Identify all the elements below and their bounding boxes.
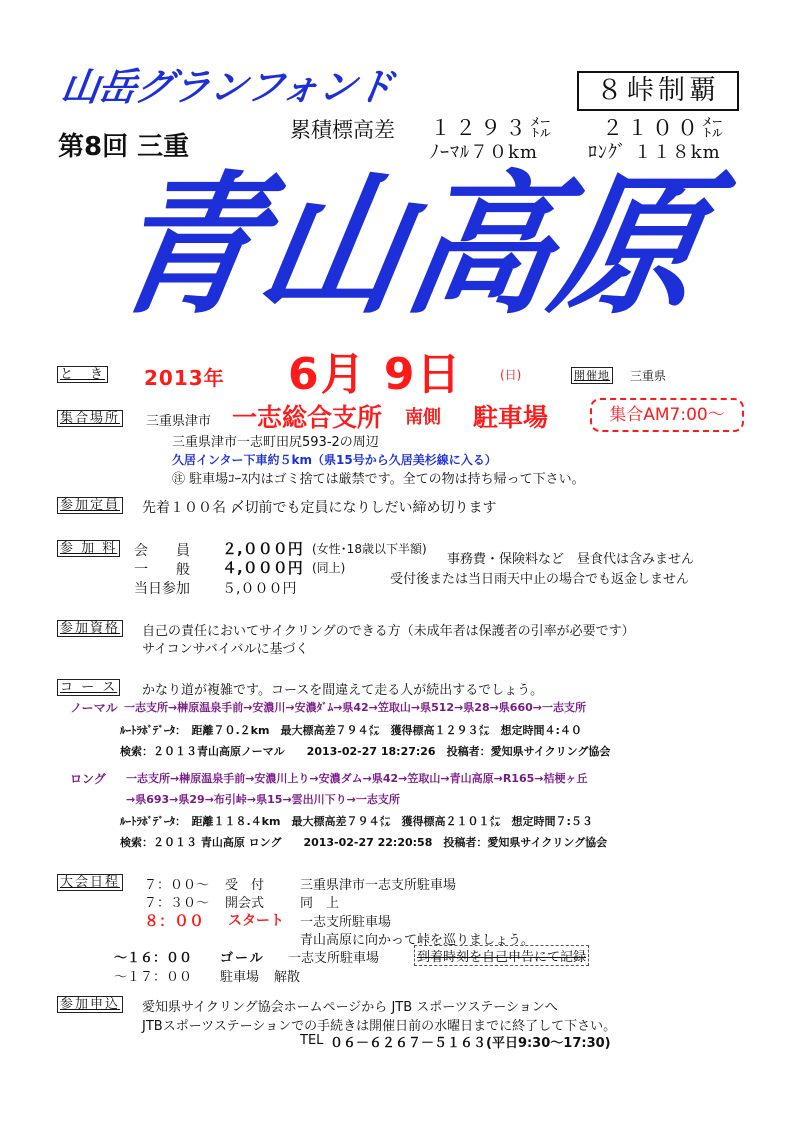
fee-general-amount: ４,０００円 (222, 559, 303, 577)
edition-label: 第8回 三重 (58, 132, 190, 162)
course-label: コ ー ス (57, 679, 120, 696)
elevation-normal: １２９３㍍ (430, 116, 555, 140)
schedule-place: 解散 (274, 970, 301, 985)
fee-general-name: 一 般 (134, 562, 190, 578)
course-normal-stats: ﾙｰﾄﾗﾎﾞﾃﾞｰﾀ： 距離７０.２km 最大標高差７９４㍍ 獲得標高１２９３㍍ 想定時間４:４０ (120, 724, 582, 737)
schedule-label: 大会日程 (57, 874, 123, 891)
schedule-event: ゴール (220, 951, 265, 966)
schedule-time: ７：００～ (144, 878, 210, 893)
schedule-time: ～１７：００ (114, 970, 193, 985)
fee-note-2: 受付後または当日雨天中止の場合でも返金しません (390, 572, 690, 587)
eligibility-label: 参加資格 (57, 620, 123, 637)
event-year: 2013年 (144, 366, 225, 390)
course-long-route-2: →県693→県29→布引峠→県15→雲出川下り→一志支所 (126, 793, 400, 806)
course-normal-search: 検索：２０１３青山高原ノーマル 2013-02-27 18:27:26 投稿者：愛知県サイクリング協会 (120, 745, 611, 758)
distance-long: ﾛﾝｸﾞ １１８km (588, 142, 721, 163)
record-note: 到着時刻を自己申告にて記録 (414, 945, 589, 966)
schedule-place: 同 上 (300, 896, 340, 911)
schedule-time: ～１６：００ (114, 951, 193, 966)
capacity-text: 先着１００名 〆切前でも定員になりしだい締め切ります (142, 500, 497, 516)
schedule-start-time: ８：００ (144, 912, 205, 930)
schedule-place: 一志支所駐車場 (288, 951, 380, 966)
schedule-time: ７：３０～ (144, 896, 210, 911)
elevation-long: ２１００㍍ (602, 116, 727, 140)
venue-address: 三重県津市一志町田尻593-2の周辺 (172, 435, 379, 450)
tel-number[interactable]: ０６－６２６７－５１６３(平日9:30～17:30) (330, 1036, 611, 1051)
venue-city: 三重県津市 (146, 414, 212, 429)
fee-member-note: (女性･18歳以下半額) (312, 542, 427, 556)
course-intro: かなり道が複雑です。コースを間違えて走る人が続出するでしょう。 (142, 683, 544, 698)
fee-general-note: (同上) (312, 561, 346, 575)
eligibility-line-1: 自己の責任においてサイクリングのできる方（未成年者は保護者の引率が必要です） (142, 624, 635, 639)
venue-label: 集合場所 (57, 410, 123, 427)
venue-note: ㊟ 駐車場ｺｰｽ内はゴミ捨ては厳禁です。全ての物は持ち帰って下さい。 (172, 472, 585, 487)
schedule-place: 三重県津市一志支所駐車場 (300, 878, 457, 893)
fee-member-name: 会 員 (134, 543, 190, 559)
fee-label: 参 加 料 (57, 540, 120, 557)
schedule-place: 一志支所駐車場 (300, 915, 392, 930)
capacity-label: 参加定員 (57, 497, 123, 514)
event-logo: 山岳グランフォンド (58, 65, 396, 109)
fee-note-1: 事務費・保険料など 昼食代は含みません (447, 552, 695, 567)
event-date: 6月 9日 (288, 349, 463, 400)
host-value: 三重県 (630, 369, 667, 383)
main-title: 青山高原 (99, 157, 719, 336)
course-normal-name: ノーマル (70, 701, 118, 715)
schedule-start-event: スタート (228, 913, 284, 929)
fee-sameday-name: 当日参加 (134, 581, 190, 597)
host-label: 開催地 (571, 367, 613, 384)
course-long-route-1: 一志支所→榊原温泉手前→安濃川上り→安濃ダム→県42→笠取山→青山高原→R165→桔梗ヶ丘 (126, 772, 588, 785)
assembly-time: 集合AM7:00～ (590, 398, 744, 432)
fee-member-amount: ２,０００円 (222, 540, 303, 558)
course-long-name: ロング (70, 772, 106, 786)
schedule-place: 青山高原に向かって峠を巡りましょう。 (300, 933, 535, 948)
fee-sameday-amount: ５,０００円 (222, 581, 297, 597)
tel-label: TEL (300, 1033, 324, 1048)
distance-normal: ﾉｰﾏﾙ７０km (430, 142, 538, 163)
event-weekday: (日) (500, 368, 522, 382)
venue-access: 久居インター下車約５km（県15号から久居美杉線に入る） (172, 453, 497, 467)
pass-badge: ８峠制覇 (577, 71, 739, 111)
elevation-label: 累積標高差 (290, 118, 395, 142)
application-line-1: 愛知県サイクリング協会ホームページから JTB スポーツステーションへ (142, 1000, 558, 1015)
application-line-2: JTBスポーツステーションでの手続きは開催日前の水曜日までに終了して下さい。 (142, 1019, 617, 1034)
course-long-stats: ﾙｰﾄﾗﾎﾞﾃﾞｰﾀ： 距離１１８.４km 最大標高差７９４㍍ 獲得標高２１０１㍍ 想定時間７:５３ (120, 815, 593, 828)
eligibility-line-2: サイコンサバイバルに基づく (142, 642, 309, 657)
venue-lot: 駐車場 (473, 403, 549, 432)
schedule-event: 駐車場 (220, 970, 260, 985)
venue-side: 南側 (405, 407, 441, 428)
course-long-search: 検索：２０１３ 青山高原 ロング 2013-02-27 22:20:58 投稿者：愛知県サイクリング協会 (120, 836, 608, 849)
course-normal-route: 一志支所→榊原温泉手前→安濃川→安濃ﾀﾞﾑ→県42→笠取山→県512→県28→県660→一志支所 (124, 701, 586, 714)
schedule-event: 受 付 (225, 878, 265, 893)
date-label: と き (57, 366, 108, 383)
venue-name: 一志総合支所 (232, 403, 383, 432)
schedule-event: 開会式 (225, 896, 265, 911)
application-label: 参加申込 (57, 996, 123, 1013)
